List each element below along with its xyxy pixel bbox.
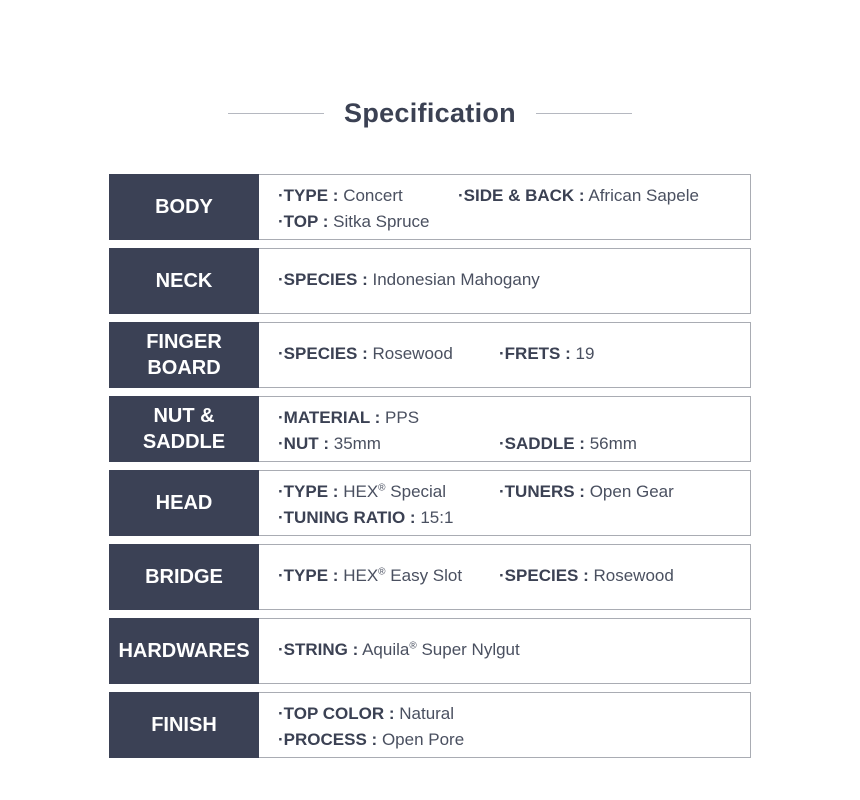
- row-details: [259, 248, 751, 314]
- spec-row-finish: [109, 692, 751, 758]
- heading-divider-right: [536, 113, 632, 114]
- spec-row-nut-saddle: [109, 396, 751, 462]
- spec-row-neck: [109, 248, 751, 314]
- row-details: [259, 322, 751, 388]
- row-label: NECK: [109, 248, 259, 314]
- row-details: [259, 470, 751, 536]
- row-details: [259, 618, 751, 684]
- field-side-back: · SIDE & BACK : African Sapele: [458, 186, 699, 206]
- field-type: · TYPE : HEX® Special: [278, 482, 446, 502]
- row-label: HARDWARES: [109, 618, 259, 684]
- field-species: · SPECIES : Rosewood: [278, 344, 453, 364]
- row-label: NUT & SADDLE: [109, 396, 259, 462]
- page-title: Specification: [344, 97, 516, 128]
- field-string: · STRING : Aquila® Super Nylgut: [278, 640, 520, 660]
- heading-divider-left: [228, 113, 324, 114]
- field-nut: · NUT : 35mm: [278, 434, 381, 454]
- field-type: · TYPE : HEX® Easy Slot: [278, 566, 462, 586]
- field-species: · SPECIES : Indonesian Mahogany: [278, 270, 540, 290]
- field-tuning-ratio: · TUNING RATIO : 15:1: [278, 508, 453, 528]
- field-species: · SPECIES : Rosewood: [499, 566, 674, 586]
- page-heading: [0, 96, 860, 130]
- spec-row-fingerboard: [109, 322, 751, 388]
- row-label: BODY: [109, 174, 259, 240]
- field-tuners: · TUNERS : Open Gear: [499, 482, 674, 502]
- row-label: FINISH: [109, 692, 259, 758]
- spec-row-hardwares: [109, 618, 751, 684]
- row-label: BRIDGE: [109, 544, 259, 610]
- spec-table: [109, 174, 751, 766]
- field-process: · PROCESS : Open Pore: [278, 730, 464, 750]
- field-top-color: · TOP COLOR : Natural: [278, 704, 454, 724]
- field-material: · MATERIAL : PPS: [278, 408, 419, 428]
- field-type: · TYPE : Concert: [278, 186, 403, 206]
- row-label: HEAD: [109, 470, 259, 536]
- spec-row-bridge: [109, 544, 751, 610]
- field-top: · TOP : Sitka Spruce: [278, 212, 430, 232]
- row-label: FINGER BOARD: [109, 322, 259, 388]
- field-frets: · FRETS : 19: [499, 344, 594, 364]
- row-details: [259, 692, 751, 758]
- field-saddle: · SADDLE : 56mm: [499, 434, 637, 454]
- row-details: [259, 544, 751, 610]
- row-details: [259, 174, 751, 240]
- row-details: [259, 396, 751, 462]
- spec-row-body: [109, 174, 751, 240]
- spec-row-head: [109, 470, 751, 536]
